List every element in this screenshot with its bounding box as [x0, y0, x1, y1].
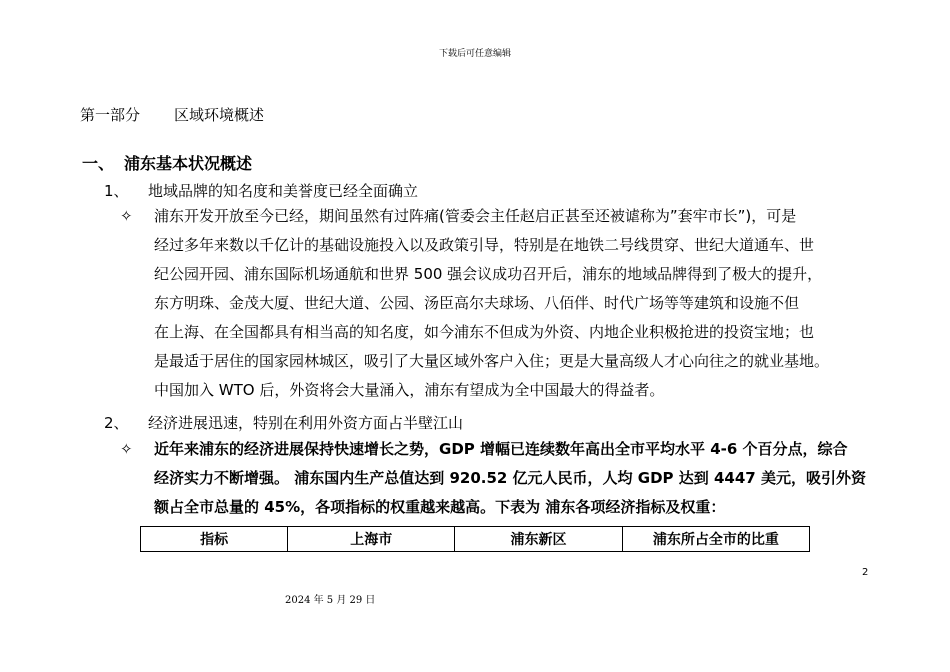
footer-date: 2024 年 5 月 29 日	[285, 595, 376, 606]
subsection-title: 地域品牌的知名度和美誉度已经全面确立	[148, 182, 419, 200]
header-note: 下载后可任意编辑	[438, 49, 511, 59]
paragraph-line: 近年来浦东的经济进展保持快速增长之势，GDP 增幅已连续数年高出全市平均水平 4-6 个百分点，综合	[154, 440, 848, 458]
diamond-bullet-icon: ✧	[120, 207, 133, 225]
part-number: 第一部分	[80, 106, 141, 124]
subsection-number: 1、	[104, 182, 129, 200]
section-title: 浦东基本状况概述	[124, 154, 253, 173]
diamond-bullet-icon: ✧	[120, 440, 133, 458]
part-title-text: 区域环境概述	[174, 106, 265, 124]
subsection-title: 经济进展迅速，特别在利用外资方面占半壁江山	[148, 414, 464, 432]
paragraph-line: 浦东开发开放至今已经，期间虽然有过阵痛(管委会主任赵启正甚至还被谑称为”套牢市长”)，可是	[154, 207, 797, 225]
page-number: 2	[862, 567, 869, 578]
paragraph-line: 经过多年来数以千亿计的基础设施投入以及政策引导，特别是在地铁二号线贯穿、世纪大道通车、世	[154, 236, 815, 254]
paragraph-2	[154, 435, 884, 522]
table-header-cell: 浦东所占全市的比重	[622, 527, 809, 552]
table-header-cell: 浦东新区	[455, 527, 622, 552]
paragraph-line: 额占全市总量的 45%，各项指标的权重越来越高。下表为 浦东各项经济指标及权重：	[154, 498, 726, 516]
table-header-row	[141, 527, 810, 552]
paragraph-line: 经济实力不断增强。 浦东国内生产总值达到 920.52 亿元人民币，人均 GDP 达到 4447 美元，吸引外资	[154, 469, 866, 487]
part-title	[80, 104, 264, 125]
table-header-cell: 上海市	[288, 527, 455, 552]
paragraph-1	[154, 202, 884, 405]
subsection-number: 2、	[104, 414, 129, 432]
subsection-heading-2	[104, 412, 463, 433]
economic-indicators-table	[140, 526, 810, 552]
section-number: 一、	[82, 154, 115, 173]
paragraph-line: 纪公园开园、浦东国际机场通航和世界 500 强会议成功召开后，浦东的地域品牌得到了极大的提升，	[154, 265, 823, 283]
paragraph-line: 东方明珠、金茂大厦、世纪大道、公园、汤臣高尔夫球场、八佰伴、时代广场等等建筑和设施不但	[154, 294, 800, 312]
subsection-heading-1	[104, 180, 418, 201]
paragraph-line: 中国加入 WTO 后，外资将会大量涌入，浦东有望成为全中国最大的得益者。	[154, 381, 665, 399]
section-heading	[82, 151, 252, 174]
table-header-cell: 指标	[141, 527, 288, 552]
paragraph-line: 是最适于居住的国家园林城区，吸引了大量区域外客户入住；更是大量高级人才心向往之的就业基地。	[154, 352, 830, 370]
paragraph-line: 在上海、在全国都具有相当高的知名度，如今浦东不但成为外资、内地企业积极抢进的投资宝地；也	[154, 323, 815, 341]
